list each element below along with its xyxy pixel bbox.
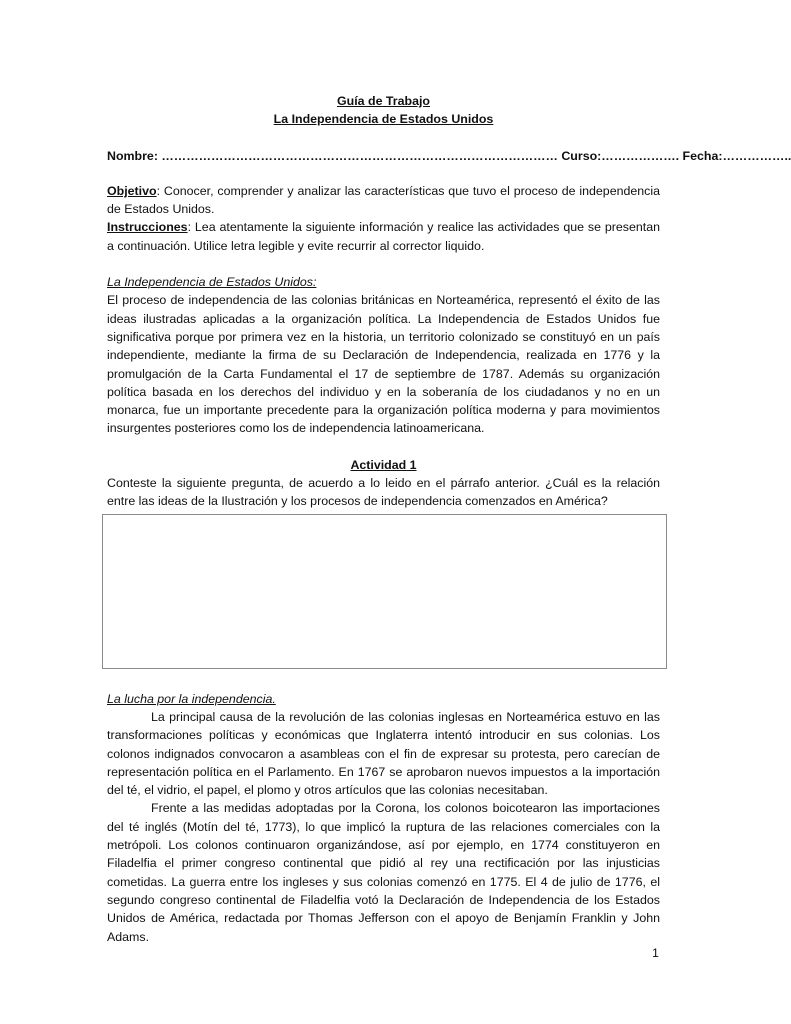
nombre-field[interactable]: …………………………………………………………………………………… bbox=[161, 148, 558, 163]
objetivo-paragraph bbox=[107, 182, 660, 219]
objetivo-label: Objetivo bbox=[107, 183, 157, 198]
document-title: Guía de Trabajo bbox=[337, 94, 430, 108]
fecha-field[interactable]: …………….. bbox=[722, 148, 791, 163]
document-content bbox=[107, 92, 791, 946]
curso-field[interactable]: ………………. bbox=[601, 148, 680, 163]
nombre-label: Nombre: bbox=[107, 148, 158, 163]
section-lucha-paragraph-1: La principal causa de la revolución de las colonias inglesas en Norteamérica estuvo en las transformaciones políticas y económicas que Inglaterra intentó introducir en sus colonias. Los colonos indignados convocaron a asambleas con el fin de expresar su protesta, pero carecían de representación política en el Parlamento. En 1767 se aprobaron nuevos impuestos a la importación del té, el vidrio, el papel, el plomo y otros artículos que las colonias necesitaban. bbox=[107, 709, 660, 798]
instrucciones-text: : Lea atentamente la siguiente información y realice las actividades que se presentan a continuación. Utilice letra legible y evite recurrir al corrector liquido. bbox=[107, 220, 660, 253]
actividad-1-question: Conteste la siguiente pregunta, de acuerdo a lo leido en el párrafo anterior. ¿Cuál es la relación entre las ideas de la Ilustración y los procesos de independencia comenzados en América? bbox=[107, 476, 660, 509]
answer-box[interactable] bbox=[102, 514, 667, 669]
actividad-1-title: Actividad 1 bbox=[350, 457, 417, 472]
page-number: 1 bbox=[652, 946, 659, 960]
curso-label: Curso: bbox=[561, 148, 602, 163]
section-independencia-body: El proceso de independencia de las colonias británicas en Norteamérica, representó el éxito de las ideas ilustradas aplicadas a la organización política. La Independencia de Estados Unidos fue significativa porque por primera vez en la historia, un territorio colonizado se constituyó en un país independiente, mediante la firma de su Declaración de Independencia, realizada en 1776 y la promulgación de la Carta Fundamental el 17 de septiembre de 1787. Además su organización política basada en los derechos del individuo y en la soberanía de los ciudadanos y no en un monarca, fue un importante precedente para la organización política moderna y para movimientos insurgentes posteriores como los de independencia latinoamericana. bbox=[107, 293, 660, 436]
student-info-line bbox=[107, 147, 791, 165]
section-independencia-title: La Independencia de Estados Unidos: bbox=[107, 275, 317, 290]
section-lucha-paragraph-2: Frente a las medidas adoptadas por la Corona, los colonos boicotearon las importaciones del té inglés (Motín del té, 1773), lo que implicó la ruptura de las relaciones comerciales con la metrópoli. Los colonos continuaron organizándose, así por ejemplo, en 1774 constituyeron en Filadelfia el primer congreso continental que pidió al rey una rectificación por las injusticias cometidas. La guerra entre los ingleses y sus colonias comenzó en 1775. El 4 de julio de 1776, el segundo congreso continental de Filadelfia votó la Declaración de Independencia de los Estados Unidos de América, redactada por Thomas Jefferson con el apoyo de Benjamín Franklin y John Adams. bbox=[107, 801, 660, 944]
instrucciones-label: Instrucciones bbox=[107, 220, 188, 235]
fecha-label: Fecha: bbox=[682, 148, 723, 163]
document-subtitle: La Independencia de Estados Unidos bbox=[273, 112, 494, 127]
instrucciones-paragraph bbox=[107, 218, 660, 255]
section-lucha-title: La lucha por la independencia. bbox=[107, 691, 276, 706]
objetivo-text: : Conocer, comprender y analizar las características que tuvo el proceso de independencia de Estados Unidos. bbox=[107, 183, 660, 217]
